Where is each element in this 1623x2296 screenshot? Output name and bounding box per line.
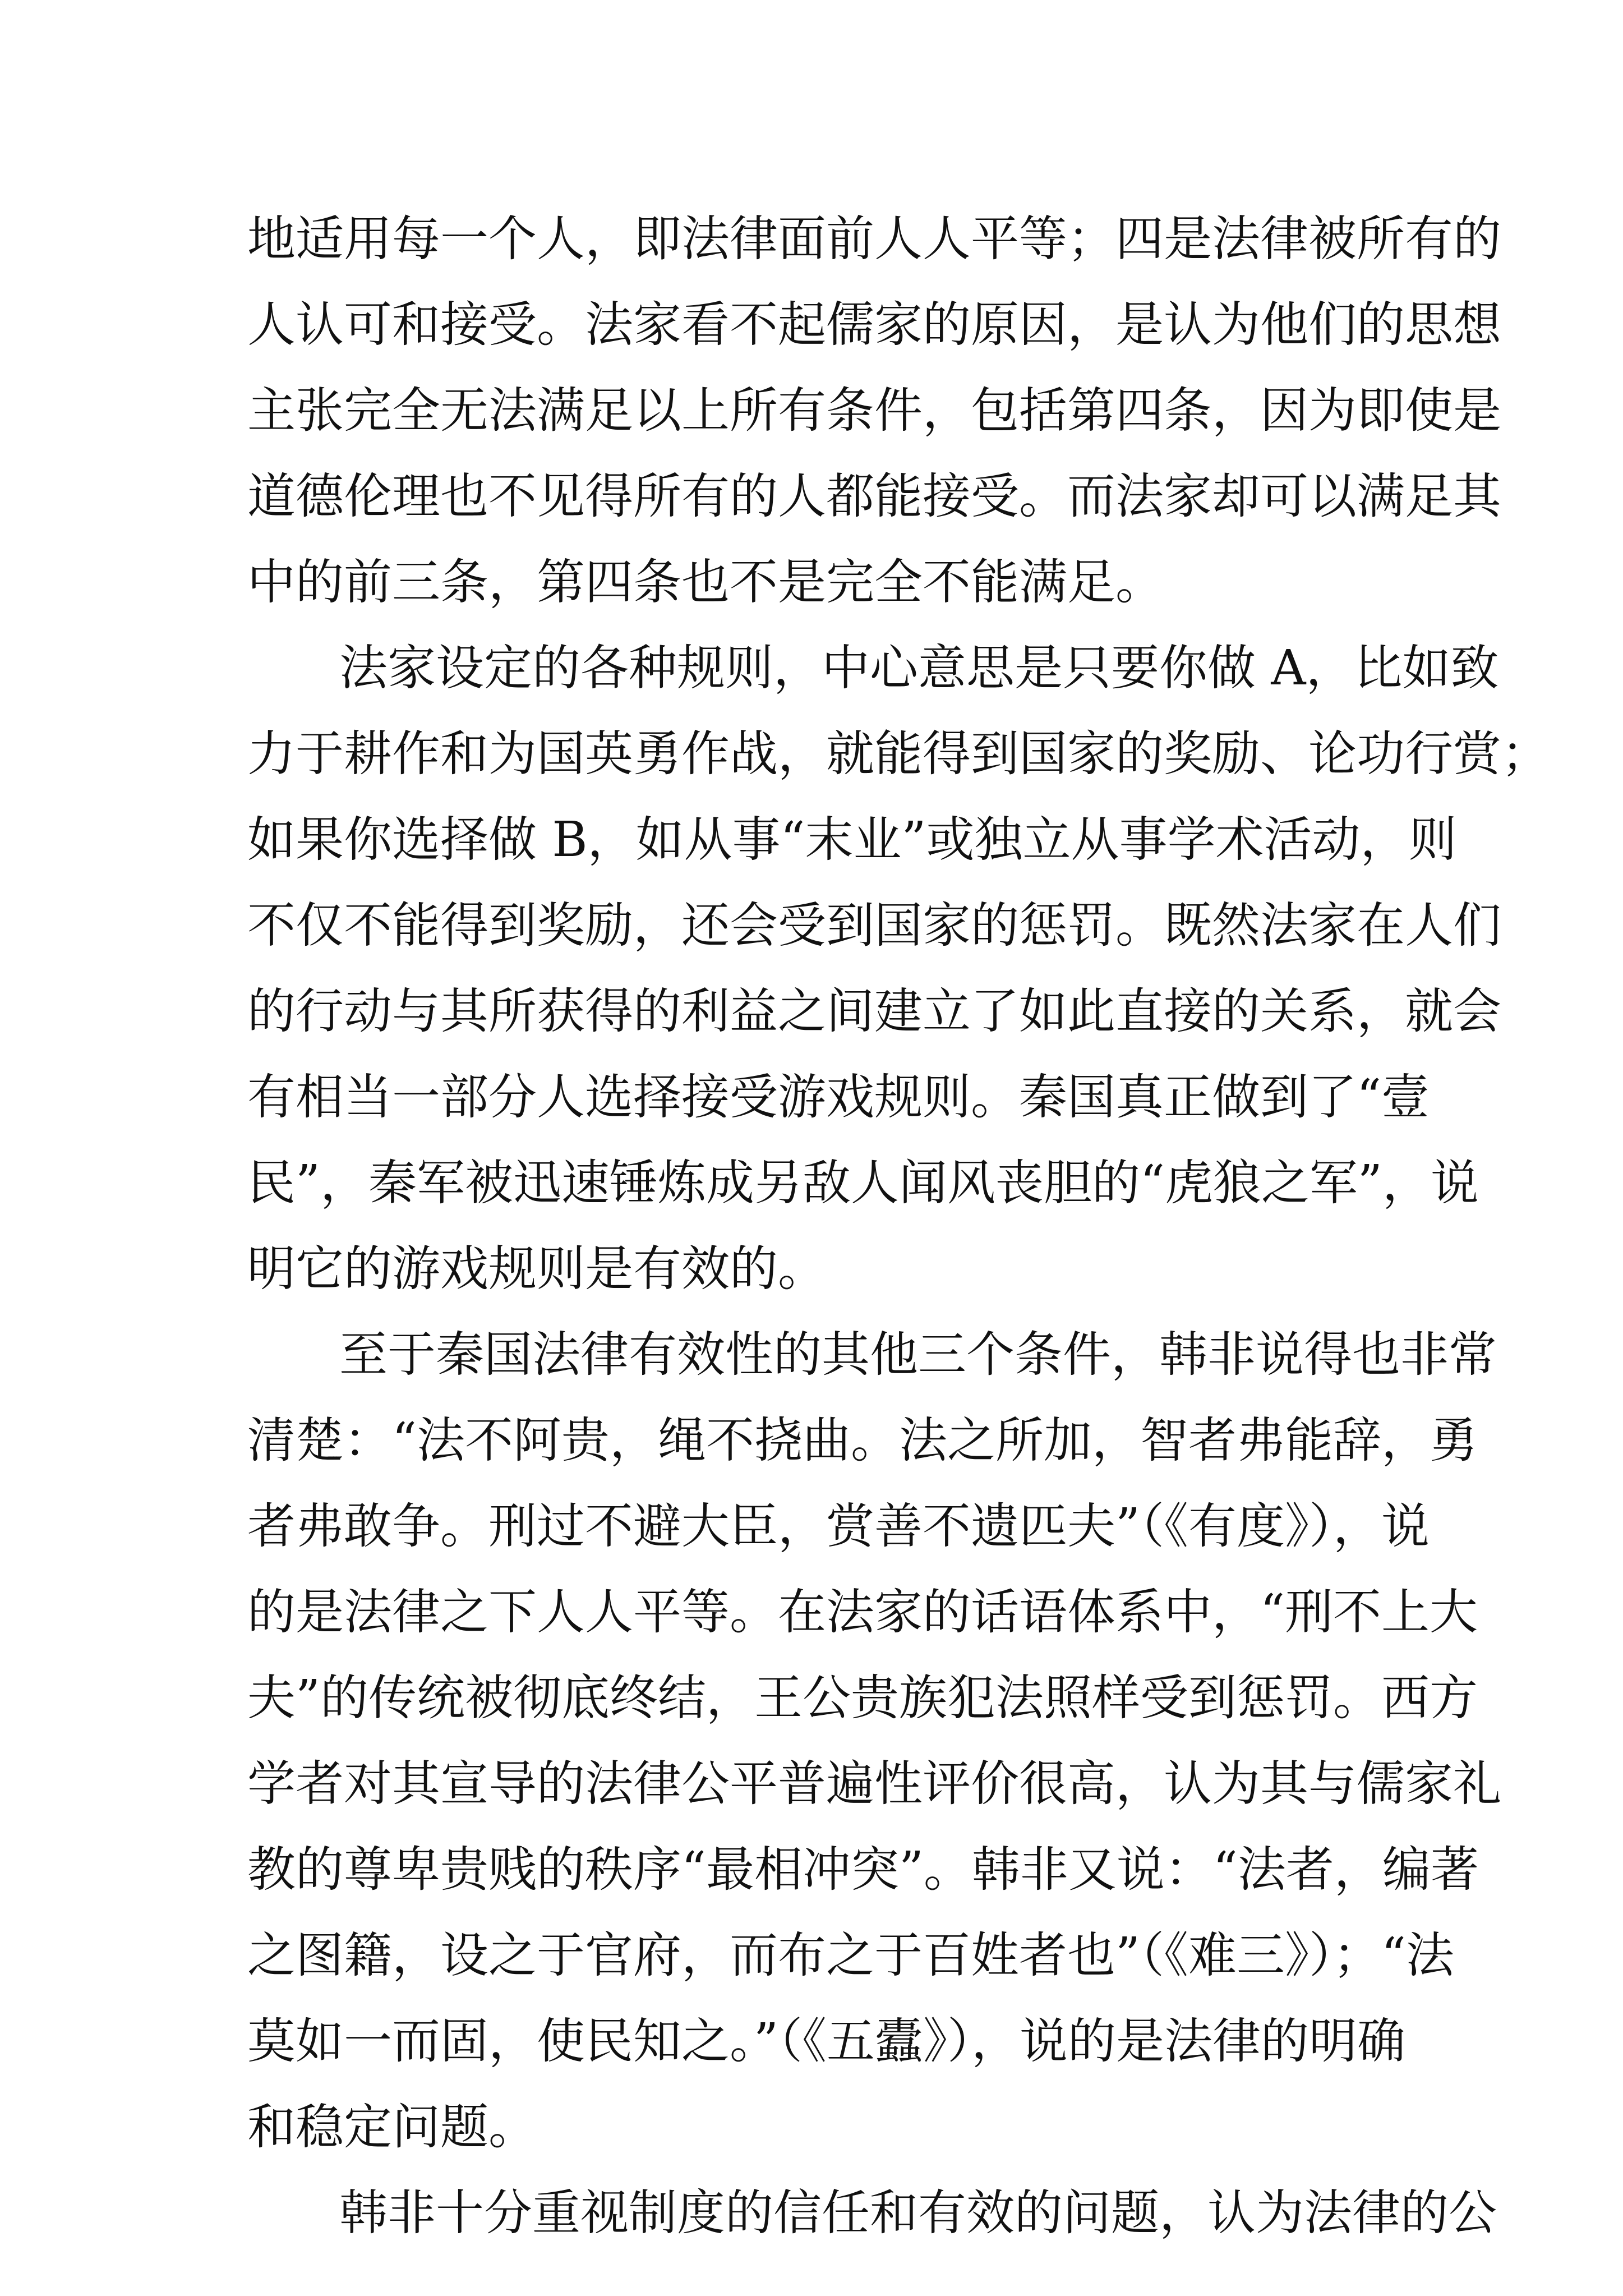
text-line: 清楚：“法不阿贵，绳不挠曲。法之所加，智者弗能辞，勇 [247, 1412, 1478, 1469]
text-line: 之图籍，设之于官府，而布之于百姓者也”（《难三》）；“法 [247, 1927, 1454, 1984]
text-line: 道德伦理也不见得所有的人都能接受。而法家却可以满足其 [247, 468, 1501, 524]
text-line: 有相当一部分人选择接受游戏规则。秦国真正做到了“壹 [247, 1069, 1430, 1125]
text-line: 人认可和接受。法家看不起儒家的原因，是认为他们的思想 [247, 297, 1501, 353]
text-line: 和稳定问题。 [247, 2099, 537, 2155]
text-line: 如果你选择做 B，如从事“末业”或独立从事学术活动，则 [247, 812, 1457, 868]
document-page [247, 196, 1550, 2241]
text-line: 夫”的传统被彻底终结，王公贵族犯法照样受到惩罚。西方 [247, 1670, 1478, 1726]
text-line: 教的尊卑贵贱的秩序“最相冲突”。韩非又说：“法者，编著 [247, 1842, 1479, 1898]
text-line: 力于耕作和为国英勇作战，就能得到国家的奖励、论功行赏； [247, 726, 1550, 782]
text-line: 中的前三条，第四条也不是完全不能满足。 [247, 554, 1164, 610]
text-line: 者弗敢争。刑过不避大臣，赏善不遗匹夫”（《有度》），说 [247, 1498, 1430, 1554]
text-line: 地适用每一个人，即法律面前人人平等；四是法律被所有的 [247, 211, 1501, 267]
text-line: 不仅不能得到奖励，还会受到国家的惩罚。既然法家在人们 [247, 898, 1501, 954]
text-line: 明它的游戏规则是有效的。 [247, 1241, 826, 1297]
text-line: 莫如一而固，使民知之。”（《五蠹》），说的是法律的明确 [247, 2013, 1405, 2069]
text-line: 学者对其宣导的法律公平普遍性评价很高，认为其与儒家礼 [247, 1756, 1501, 1812]
text-line: 韩非十分重视制度的信任和有效的问题，认为法律的公 [339, 2185, 1497, 2241]
text-line: 的行动与其所获得的利益之间建立了如此直接的关系，就会 [247, 983, 1501, 1039]
text-line: 至于秦国法律有效性的其他三个条件，韩非说得也非常 [339, 1327, 1497, 1383]
text-line: 的是法律之下人人平等。在法家的话语体系中，“刑不上大 [247, 1584, 1478, 1640]
text-line: 法家设定的各种规则，中心意思是只要你做 A，比如致 [339, 640, 1499, 696]
text-line: 民”，秦军被迅速锤炼成另敌人闻风丧胆的“虎狼之军”，说 [247, 1155, 1479, 1211]
text-line: 主张完全无法满足以上所有条件，包括第四条，因为即使是 [247, 383, 1501, 439]
